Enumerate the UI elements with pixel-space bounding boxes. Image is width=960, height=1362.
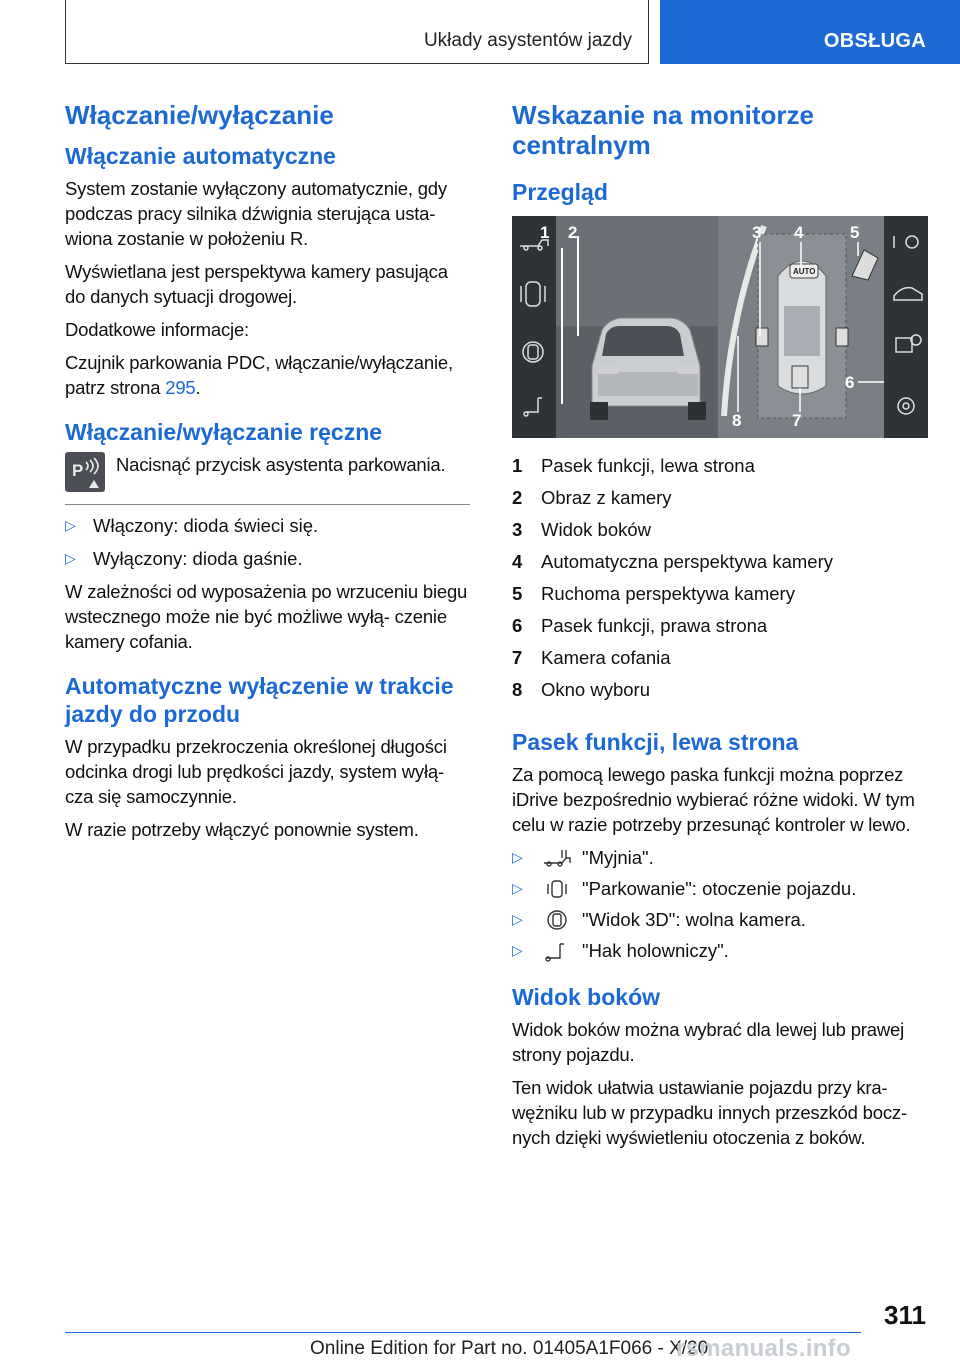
- legend-row: 8 Okno wyboru: [512, 679, 650, 700]
- parking-assistant-button-icon: [65, 452, 105, 492]
- camera-screen-figure: [512, 216, 928, 438]
- paragraph: System zostanie wyłączony automatycznie, gdy podczas pracy silnika dźwignia sterująca usta‐ wiona zostanie w położeniu R.: [65, 178, 447, 249]
- list-item: ▷ "Hak holowniczy".: [512, 940, 729, 961]
- paragraph: Ten widok ułatwia ustawianie pojazdu przy kra‐ wężniku lub w przypadku innych przeszkód bocz‐ nych dzięki wyświetleniu otoczenia z boków.: [512, 1077, 907, 1148]
- svg-text:P: P: [72, 461, 84, 480]
- figure-label-5: 5: [850, 223, 860, 242]
- list-item: ▷ "Myjnia".: [512, 847, 654, 868]
- legend-row: 1 Pasek funkcji, lewa strona: [512, 455, 755, 476]
- list-item: [65, 513, 470, 538]
- list-item-text: Wyłączony: dioda gaśnie.: [93, 548, 303, 569]
- right-function-bar: [884, 216, 928, 438]
- watermark-logo: rsmanuals.info: [676, 1335, 851, 1362]
- header-chapter-tab[interactable]: [660, 0, 960, 64]
- header-section-box: [65, 0, 649, 64]
- legend-row: 3 Widok boków: [512, 519, 652, 540]
- paragraph: Nacisnąć przycisk asystenta parkowania.: [116, 454, 446, 475]
- paragraph: Widok boków można wybrać dla lewej lub prawej strony pojazdu.: [512, 1019, 905, 1065]
- parking-button-row: [65, 452, 470, 492]
- figure-auto-label: AUTO: [793, 267, 816, 276]
- figure-label-6: 6: [845, 373, 855, 392]
- 3d-view-icon: [540, 909, 574, 931]
- heading-central-monitor: Wskazanie na monitorze centralnym: [512, 100, 814, 160]
- paragraph: [65, 350, 470, 400]
- right-column: [512, 100, 932, 1158]
- legend-row: 6 Pasek funkcji, prawa strona: [512, 615, 768, 636]
- list-item: ▷ "Widok 3D": wolna kamera.: [512, 909, 806, 930]
- heading-on-off: Włączanie/wyłączanie: [65, 100, 334, 130]
- heading-manual: Włączanie/wyłączanie ręczne: [65, 419, 383, 445]
- figure-label-2: 2: [568, 223, 578, 242]
- triangle-bullet-icon: ▷: [512, 942, 523, 958]
- triangle-bullet-icon: ▷: [512, 911, 523, 927]
- header-chapter-label: OBSŁUGA: [823, 30, 926, 52]
- triangle-bullet-icon: ▷: [512, 880, 523, 896]
- car-rear-view: [590, 318, 706, 420]
- list-item-text: Włączony: dioda świeci się.: [93, 515, 319, 536]
- footer-divider: [65, 1332, 861, 1333]
- car-wash-icon: [540, 847, 574, 869]
- paragraph: W przypadku przekroczenia określonej długości odcinka drogi lub prędkości jazdy, system wyłą‐ cza się samoczynnie.: [65, 736, 447, 807]
- figure-label-8: 8: [732, 411, 742, 430]
- triangle-bullet-icon: ▷: [65, 517, 76, 533]
- figure-legend: [512, 450, 932, 706]
- header-section-title: Układy asystentów jazdy: [423, 30, 632, 51]
- paragraph: Dodatkowe informacje:: [65, 319, 249, 340]
- left-function-bar: [512, 216, 556, 438]
- figure-label-3: 3: [752, 223, 762, 242]
- heading-left-bar: Pasek funkcji, lewa strona: [512, 729, 799, 755]
- heading-forward-off: Automatyczne wyłączenie w trakcie jazdy do przodu: [65, 673, 454, 727]
- page-link-295[interactable]: 295: [165, 377, 196, 398]
- left-column: [65, 100, 470, 850]
- paragraph: W razie potrzeby włączyć ponownie system.: [65, 819, 419, 840]
- divider: [65, 504, 470, 505]
- triangle-bullet-icon: ▷: [512, 849, 523, 865]
- heading-auto-on: Włączanie automatyczne: [65, 143, 336, 169]
- figure-label-7: 7: [792, 411, 802, 430]
- triangle-bullet-icon: ▷: [65, 550, 76, 566]
- footer-edition: Online Edition for Part no. 01405A1F066 - X/20: [310, 1338, 709, 1359]
- heading-side-view: Widok boków: [512, 984, 661, 1010]
- page-number: 311: [884, 1300, 926, 1330]
- figure-label-4: 4: [794, 223, 804, 242]
- list-item: [65, 546, 470, 571]
- paragraph: W zależności od wyposażenia po wrzuceniu biegu wstecznego może nie być możliwe wyłą‐ czenie kamery cofania.: [65, 581, 468, 652]
- list-item: ▷ "Parkowanie": otoczenie pojazdu.: [512, 878, 857, 899]
- legend-row: 7 Kamera cofania: [512, 647, 671, 668]
- tow-hitch-icon: [540, 940, 574, 962]
- paragraph: Za pomocą lewego paska funkcji można poprzez iDrive bezpośrednio wybierać różne widoki. W tym celu w razie potrzeby przesunąć kontroler w lewo.: [512, 764, 915, 835]
- heading-overview: Przegląd: [512, 179, 608, 205]
- parking-view-icon: [540, 878, 574, 900]
- figure-label-1: 1: [540, 223, 550, 242]
- legend-row: 2 Obraz z kamery: [512, 487, 672, 508]
- legend-row: 4 Automatyczna perspektywa kamery: [512, 551, 834, 572]
- paragraph: Wyświetlana jest perspektywa kamery pasująca do danych sytuacji drogowej.: [65, 261, 448, 307]
- paragraph-text: .: [195, 377, 201, 398]
- paragraph-text: Czujnik parkowania PDC, włączanie/wyłączanie, patrz strona: [65, 352, 453, 398]
- legend-row: 5 Ruchoma perspektywa kamery: [512, 583, 795, 604]
